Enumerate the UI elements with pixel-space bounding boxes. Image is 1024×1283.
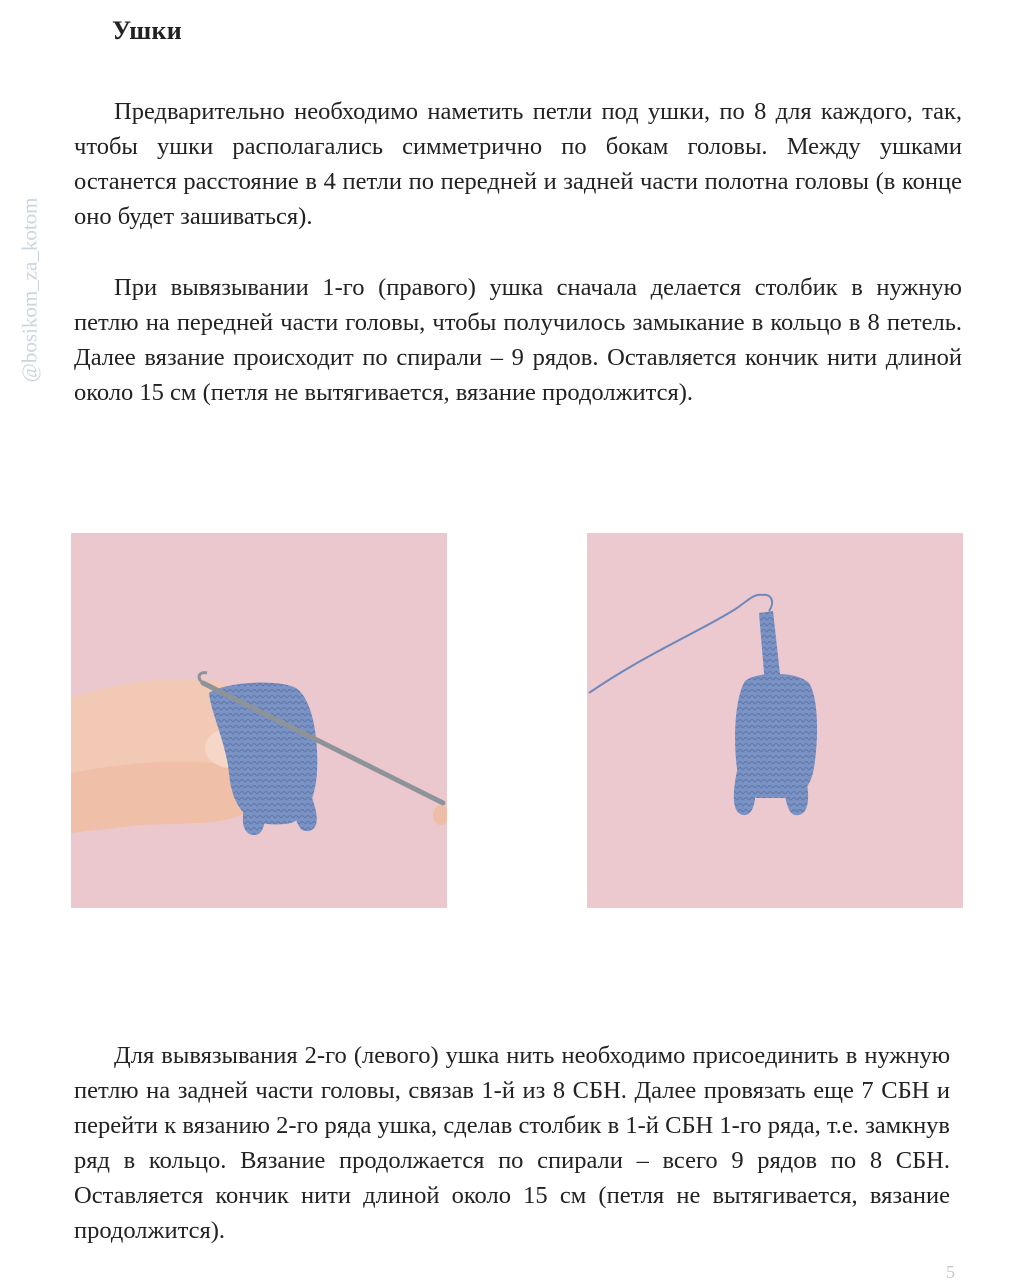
photo-crochet-in-hand (71, 533, 447, 908)
paragraph-left-ear: Для вывязывания 2-го (левого) ушка нить необходимо присоединить в нужную петлю на задней части головы, связав 1-й из 8 СБН. Далее провязать еще 7 СБН и перейти к вязанию 2-го ряда ушка, сделав столбик в 1-й СБН 1-го ряда, т.е. замкнув ряд в кольцо. Вязание продолжается по спирали – всего 9 рядов по 8 СБН. Оставляется кончик нити длиной около 15 см (петля не вытягивается, вязание продолжится). (74, 1042, 950, 1244)
paragraph-right-ear: При вывязывании 1-го (правого) ушка сначала делается столбик в нужную петлю на передней части головы, чтобы получилось замыкание в кольцо в 8 петель. Далее вязание происходит по спирали – 9 рядов. Оставляется кончик нити длиной около 15 см (петля не вытягивается, вязание продолжится). (74, 274, 962, 406)
watermark-text: @bosikom_za_kotom (17, 197, 42, 383)
page-number: 5 (946, 1262, 955, 1282)
photo-crochet-with-yarn-tail (587, 533, 963, 908)
paragraph-ear-markup: Предварительно необходимо наметить петли под ушки, по 8 для каждого, так, чтобы ушки располагались симметрично по бокам головы. Между ушками останется расстояние в 4 петли по передней и задней части полотна головы (в конце оно будет зашиваться). (74, 98, 962, 230)
section-title: Ушки (112, 16, 183, 45)
photo-crochet-in-hand-illustration (71, 533, 447, 908)
watermark (10, 150, 50, 430)
photo-crochet-with-yarn-tail-illustration (587, 533, 963, 908)
